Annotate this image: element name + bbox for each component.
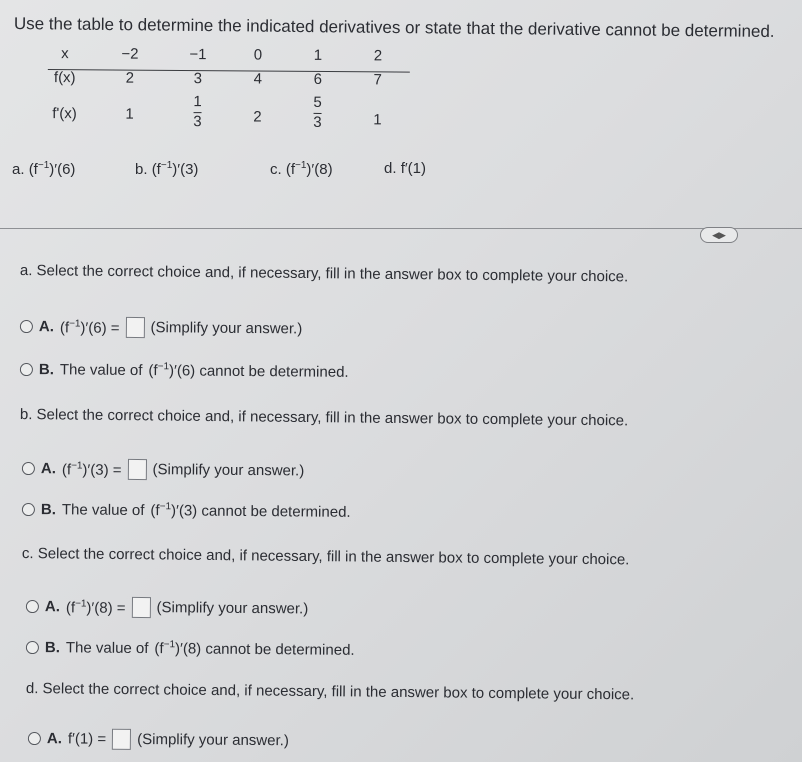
fpx-value: 1 bbox=[373, 111, 382, 129]
x-value: 1 bbox=[313, 46, 323, 64]
section-d-prompt: d. Select the correct choice and, if necessary, fill in the answer box to complete your choice. bbox=[25, 680, 635, 704]
value-table bbox=[40, 45, 412, 131]
x-value: 2 bbox=[373, 47, 383, 65]
choice-a-option-b[interactable]: B. The value of $(f^{-1})'(6)$ cannot be determined. bbox=[20, 360, 349, 381]
choice-c-option-a[interactable]: A. $(f^{-1})'(8)$ = (Simplify your answer.) bbox=[26, 596, 309, 619]
section-a-prompt: a. Select the correct choice and, if necessary, fill in the answer box to complete your choice. bbox=[19, 262, 629, 286]
x-value: 0 bbox=[253, 46, 263, 64]
fx-value: 2 bbox=[125, 69, 135, 87]
choice-b-option-a[interactable]: A. $(f^{-1})'(3)$ = (Simplify your answer.) bbox=[22, 458, 305, 481]
fx-value: 7 bbox=[373, 71, 382, 89]
radio-button[interactable] bbox=[26, 640, 39, 653]
question-text: Use the table to determine the indicated derivatives or state that the derivative cannot be determined. bbox=[13, 14, 775, 41]
fraction-denominator: 3 bbox=[193, 112, 202, 130]
fx-value: 3 bbox=[193, 70, 203, 88]
radio-button[interactable] bbox=[22, 502, 35, 515]
fx-value: 4 bbox=[253, 70, 262, 88]
part-a-label: a. $(f^{-1})'(6)$ bbox=[12, 160, 76, 178]
answer-input[interactable] bbox=[125, 317, 144, 338]
answer-input[interactable] bbox=[131, 597, 150, 618]
radio-button[interactable] bbox=[28, 732, 41, 745]
fpx-value: 1 bbox=[125, 105, 134, 123]
section-divider bbox=[0, 228, 802, 229]
part-c-label: c. $(f^{-1})'(8)$ bbox=[270, 160, 333, 178]
section-c-prompt: c. Select the correct choice and, if necessary, fill in the answer box to complete your choice. bbox=[21, 545, 630, 569]
fx-value: 6 bbox=[313, 70, 322, 88]
part-d-label: d. f′(1) bbox=[384, 160, 426, 177]
drag-handle-icon[interactable]: ◀▶ bbox=[700, 227, 738, 243]
fpx-fraction bbox=[297, 95, 337, 131]
fpx-fraction bbox=[177, 94, 217, 130]
fraction-numerator: 5 bbox=[313, 93, 322, 111]
answer-input[interactable] bbox=[127, 459, 146, 480]
table-header-rule bbox=[48, 69, 410, 73]
fpx-value: 2 bbox=[253, 108, 262, 126]
answer-input[interactable] bbox=[112, 729, 131, 750]
radio-button[interactable] bbox=[26, 600, 39, 613]
radio-button[interactable] bbox=[22, 462, 35, 475]
section-b-prompt: b. Select the correct choice and, if necessary, fill in the answer box to complete your choice. bbox=[19, 406, 629, 430]
row-label-x: x bbox=[61, 45, 69, 63]
row-label-fpx: f'(x) bbox=[52, 105, 77, 123]
fraction-denominator: 3 bbox=[313, 113, 322, 131]
fraction-numerator: 1 bbox=[193, 93, 202, 111]
x-value: −2 bbox=[121, 45, 139, 63]
choice-b-option-b[interactable]: B. The value of $(f^{-1})'(3)$ cannot be determined. bbox=[22, 500, 351, 521]
radio-button[interactable] bbox=[20, 320, 33, 333]
choice-a-option-a[interactable]: A. $(f^{-1})'(6)$ = (Simplify your answer.) bbox=[20, 316, 303, 339]
choice-c-option-b[interactable]: B. The value of $(f^{-1})'(8)$ cannot be determined. bbox=[26, 638, 355, 659]
row-label-fx: f(x) bbox=[53, 69, 76, 87]
radio-button[interactable] bbox=[20, 362, 33, 375]
choice-d-option-a[interactable]: A. f′(1) = (Simplify your answer.) bbox=[28, 728, 289, 751]
part-b-label: b. $(f^{-1})'(3)$ bbox=[135, 160, 199, 178]
x-value: −1 bbox=[189, 46, 207, 64]
